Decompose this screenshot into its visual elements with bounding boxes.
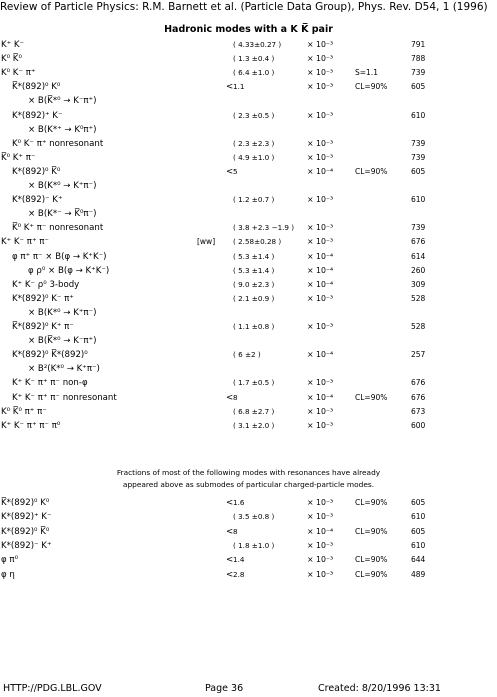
momentum-value: 489 xyxy=(411,569,426,579)
decay-mode: K⁺ K⁻ π⁺ π⁻ nonresonant xyxy=(12,392,117,403)
footer-url[interactable]: HTTP://PDG.LBL.GOV xyxy=(3,683,102,694)
decay-mode: × B²(K*⁰ → K⁺π⁻) xyxy=(28,364,100,375)
table-row xyxy=(0,280,497,292)
table-row xyxy=(0,498,497,510)
table-row xyxy=(0,111,497,123)
scale-factor: × 10⁻⁴ xyxy=(307,350,334,360)
table-row xyxy=(0,96,497,108)
table-row xyxy=(0,570,497,582)
table-row xyxy=(0,541,497,553)
decay-mode: × B(K̅*⁰ → K⁻π⁺) xyxy=(28,96,97,107)
branching-fraction: ( 5.3 ±1.4 ) xyxy=(233,251,275,261)
footer-created: Created: 8/20/1996 13:31 xyxy=(318,683,441,694)
decay-mode: × B(K*⁺ → K⁰π⁺) xyxy=(28,124,97,135)
table-row xyxy=(0,266,497,278)
scale-factor: × 10⁻³ xyxy=(307,540,334,550)
momentum-value: 610 xyxy=(411,540,426,550)
table-row xyxy=(0,322,497,334)
decay-mode: K*(892)⁻ K⁺ xyxy=(1,540,52,551)
scale-factor: × 10⁻³ xyxy=(307,512,334,522)
branching-fraction: ( 3.1 ±2.0 ) xyxy=(233,420,275,430)
branching-fraction: ( 6.8 ±2.7 ) xyxy=(233,406,275,416)
momentum-value: 644 xyxy=(411,555,426,565)
confidence-level: CL=90% xyxy=(355,498,388,507)
scale-factor: × 10⁻³ xyxy=(307,54,334,64)
decay-mode: φ π⁺ π⁻ × B(φ → K⁺K⁻) xyxy=(12,251,107,262)
table-row xyxy=(0,308,497,320)
scale-factor: × 10⁻³ xyxy=(307,110,334,120)
branching-fraction: ( 3.5 ±0.8 ) xyxy=(233,512,275,522)
decay-mode: K⁰ K⁻ π⁺ xyxy=(1,68,36,79)
table-row xyxy=(0,54,497,66)
decay-mode: K*(892)⁻ K⁺ xyxy=(12,195,63,206)
decay-mode: K*(892)⁰ K⁻ π⁺ xyxy=(12,293,74,304)
decay-mode: K⁺ K⁻ π⁺ π⁻ non-φ xyxy=(12,378,88,389)
branching-fraction: 8 xyxy=(233,392,238,402)
scale-factor: × 10⁻⁴ xyxy=(307,265,334,275)
table-row xyxy=(0,167,497,179)
momentum-value: 605 xyxy=(411,526,426,536)
limit-sign: < xyxy=(226,526,234,537)
branching-fraction: ( 5.3 ±1.4 ) xyxy=(233,265,275,275)
table-row xyxy=(0,555,497,567)
decay-mode: K*(892)⁰ K̅⁰ xyxy=(12,166,61,177)
branching-fraction: ( 1.2 ±0.7 ) xyxy=(233,195,275,205)
branching-fraction: ( 2.58±0.28 ) xyxy=(233,237,282,247)
limit-sign: < xyxy=(226,166,234,177)
footnote-tag: [ww] xyxy=(197,237,216,247)
decay-mode: K*(892)⁺ K⁻ xyxy=(12,110,63,121)
branching-fraction: ( 1.7 ±0.5 ) xyxy=(233,378,275,388)
decay-mode: K⁰ K⁻ π⁺ nonresonant xyxy=(12,138,104,149)
confidence-level: CL=90% xyxy=(355,166,388,176)
table-row xyxy=(0,40,497,52)
momentum-value: 739 xyxy=(411,68,426,78)
decay-mode: K̅*(892)⁰ K⁰ xyxy=(1,498,50,508)
limit-sign: < xyxy=(226,555,234,566)
branching-fraction: ( 1.1 ±0.8 ) xyxy=(233,322,275,331)
momentum-value: 605 xyxy=(411,498,426,507)
limit-sign: < xyxy=(226,569,234,580)
scale-factor: × 10⁻³ xyxy=(307,223,334,233)
table-row xyxy=(0,195,497,207)
decay-mode: K̅⁰ K⁺ π⁻ nonresonant xyxy=(12,223,104,234)
decay-mode: K⁰ K̅⁰ xyxy=(1,54,22,65)
branching-fraction: 1.4 xyxy=(233,555,245,565)
limit-sign: < xyxy=(226,82,234,93)
branching-fraction: 1.1 xyxy=(233,82,245,92)
decay-mode: K⁰ K̅⁰ π⁺ π⁻ xyxy=(1,406,47,417)
table-row xyxy=(0,421,497,433)
note-line-1: Fractions of most of the following modes with resonances have already xyxy=(116,468,381,477)
momentum-value: 528 xyxy=(411,322,426,331)
branching-fraction: ( 6 ±2 ) xyxy=(233,350,261,360)
momentum-value: 257 xyxy=(411,350,426,360)
table-row xyxy=(0,209,497,221)
momentum-value: 739 xyxy=(411,223,426,233)
decay-mode: K*(892)⁰ K̅*(892)⁰ xyxy=(12,350,88,361)
branching-fraction: 2.8 xyxy=(233,569,245,579)
branching-fraction: ( 6.4 ±1.0 ) xyxy=(233,68,275,78)
scale-factor: × 10⁻³ xyxy=(307,40,334,49)
momentum-value: 614 xyxy=(411,251,426,261)
scale-factor: × 10⁻³ xyxy=(307,138,334,148)
table-row xyxy=(0,82,497,94)
limit-sign: < xyxy=(226,498,234,508)
scale-factor: × 10⁻⁴ xyxy=(307,392,334,402)
momentum-value: 739 xyxy=(411,152,426,162)
branching-fraction: ( 2.3 ±0.5 ) xyxy=(233,110,275,120)
scale-factor: × 10⁻³ xyxy=(307,293,334,303)
decay-mode: K⁺ K⁻ π⁺ π⁻ π⁰ xyxy=(1,420,61,431)
section-title: Hadronic modes with a K K̅ pair xyxy=(164,24,333,35)
scale-factor: × 10⁻³ xyxy=(307,569,334,579)
note-line-2: appeared above as submodes of particular charged-particle modes. xyxy=(122,480,375,489)
branching-fraction: ( 4.9 ±1.0 ) xyxy=(233,152,275,162)
confidence-level: CL=90% xyxy=(355,569,388,579)
decay-mode: K⁺ K⁻ π⁺ π⁻ xyxy=(1,237,49,248)
branching-fraction: ( 1.8 ±1.0 ) xyxy=(233,540,275,550)
momentum-value: 610 xyxy=(411,195,426,205)
table-row xyxy=(0,294,497,306)
momentum-value: 676 xyxy=(411,237,426,247)
page-header: Review of Particle Physics: R.M. Barnett et al. (Particle Data Group), Phys. Rev. D54, 1 (1996) xyxy=(0,1,488,13)
table-row xyxy=(0,336,497,348)
decay-mode: × B(K*⁻ → K̅⁰π⁻) xyxy=(28,209,97,220)
table-row xyxy=(0,364,497,376)
table-row xyxy=(0,393,497,405)
limit-sign: < xyxy=(226,392,234,403)
table-row xyxy=(0,527,497,539)
decay-mode: K̅*(892)⁰ K⁺ π⁻ xyxy=(12,322,74,332)
decay-mode: × B(K*⁰ → K⁺π⁻) xyxy=(28,181,97,191)
footer-page: Page 36 xyxy=(205,683,244,694)
scale-factor: × 10⁻³ xyxy=(307,237,334,247)
scale-factor: × 10⁻³ xyxy=(307,68,334,78)
confidence-level: CL=90% xyxy=(355,526,388,536)
scale-factor: × 10⁻³ xyxy=(307,420,334,430)
table-row xyxy=(0,407,497,419)
momentum-value: 605 xyxy=(411,166,426,176)
branching-fraction: ( 9.0 ±2.3 ) xyxy=(233,279,275,289)
scale-factor: × 10⁻³ xyxy=(307,498,334,507)
table-row xyxy=(0,237,497,249)
momentum-value: 739 xyxy=(411,138,426,148)
table-row xyxy=(0,252,497,264)
decay-mode: φ π⁰ xyxy=(1,555,19,566)
momentum-value: 676 xyxy=(411,378,426,388)
table-row xyxy=(0,223,497,235)
scale-factor: × 10⁻⁴ xyxy=(307,526,334,536)
confidence-level: CL=90% xyxy=(355,555,388,565)
momentum-value: 610 xyxy=(411,512,426,522)
decay-mode: × B(K*⁰ → K⁺π⁻) xyxy=(28,307,97,318)
confidence-level: CL=90% xyxy=(355,392,388,402)
decay-mode: K̅*(892)⁰ K⁰ xyxy=(12,82,61,93)
branching-fraction: ( 4.33±0.27 ) xyxy=(233,40,282,49)
scale-factor: × 10⁻⁴ xyxy=(307,166,334,176)
scale-factor: × 10⁻³ xyxy=(307,406,334,416)
momentum-value: 600 xyxy=(411,420,426,430)
scale-factor: × 10⁻³ xyxy=(307,152,334,162)
table-row xyxy=(0,153,497,165)
momentum-value: 673 xyxy=(411,406,426,416)
table-row xyxy=(0,512,497,524)
scale-factor: × 10⁻⁴ xyxy=(307,251,334,261)
decay-mode: K⁺ K⁻ ρ⁰ 3-body xyxy=(12,279,80,290)
momentum-value: 309 xyxy=(411,279,426,289)
momentum-value: 260 xyxy=(411,265,426,275)
scale-factor: × 10⁻³ xyxy=(307,195,334,205)
decay-mode: φ ρ⁰ × B(φ → K⁺K⁻) xyxy=(28,265,110,276)
branching-fraction: 8 xyxy=(233,526,238,536)
momentum-value: 676 xyxy=(411,392,426,402)
scale-factor: × 10⁻³ xyxy=(307,378,334,388)
branching-fraction: 1.6 xyxy=(233,498,245,507)
confidence-level: CL=90% xyxy=(355,82,388,92)
branching-fraction: ( 1.3 ±0.4 ) xyxy=(233,54,275,64)
decay-mode: K*(892)⁺ K⁻ xyxy=(1,512,52,523)
table-row xyxy=(0,378,497,390)
branching-fraction: 5 xyxy=(233,166,238,176)
branching-fraction: ( 2.1 ±0.9 ) xyxy=(233,293,275,303)
decay-mode: × B(K̅*⁰ → K⁻π⁺) xyxy=(28,336,97,347)
scale-factor: × 10⁻⁴ xyxy=(307,279,334,289)
momentum-value: 788 xyxy=(411,54,426,64)
table-row xyxy=(0,125,497,137)
scale-factor: × 10⁻³ xyxy=(307,82,334,92)
decay-mode: φ η xyxy=(1,569,15,580)
scale-factor: × 10⁻³ xyxy=(307,555,334,565)
scale-factor: × 10⁻³ xyxy=(307,322,334,331)
momentum-value: 791 xyxy=(411,40,426,49)
momentum-value: 528 xyxy=(411,293,426,303)
branching-fraction: ( 2.3 ±2.3 ) xyxy=(233,138,275,148)
momentum-value: 605 xyxy=(411,82,426,92)
branching-fraction: ( 3.8 +2.3 −1.9 ) xyxy=(233,223,295,233)
decay-mode: K̅⁰ K⁺ π⁻ xyxy=(1,152,36,163)
table-row xyxy=(0,68,497,80)
decay-mode: K*(892)⁰ K̅⁰ xyxy=(1,526,50,537)
table-row xyxy=(0,139,497,151)
confidence-level: S=1.1 xyxy=(355,68,378,78)
table-row xyxy=(0,350,497,362)
table-row xyxy=(0,181,497,193)
momentum-value: 610 xyxy=(411,110,426,120)
decay-mode: K⁺ K⁻ xyxy=(1,40,25,50)
